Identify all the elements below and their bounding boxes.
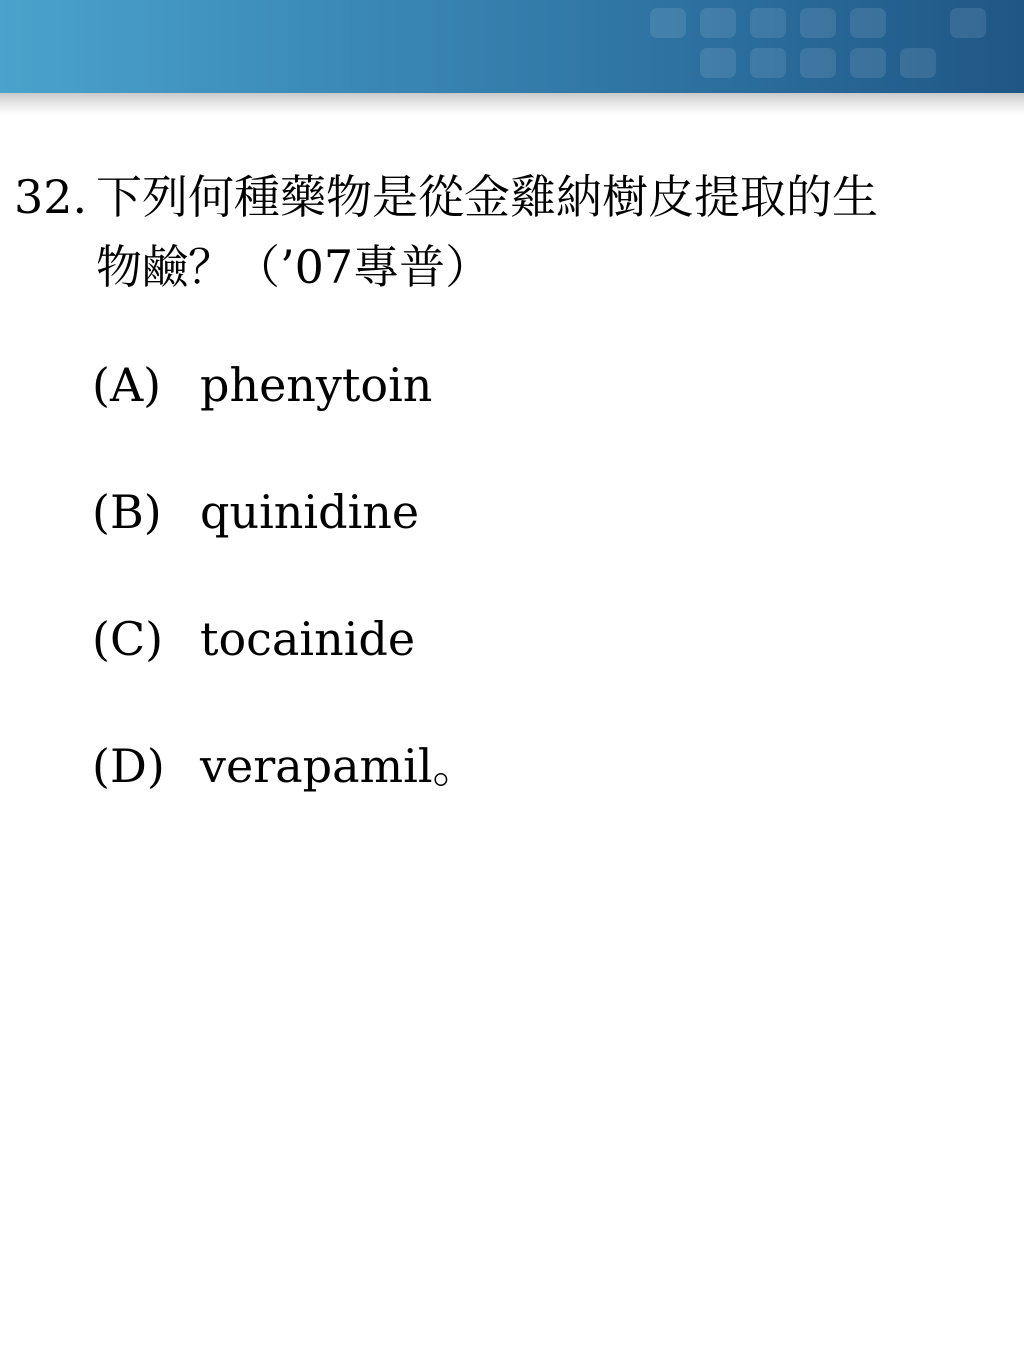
option-letter: (B) [92, 485, 162, 539]
question [14, 162, 1004, 302]
option-text: phenytoin [200, 358, 433, 412]
option-letter: (D) [92, 739, 165, 793]
question-number: 32. [14, 170, 88, 224]
option-letter: (C) [92, 612, 164, 666]
question-text-line-1: 下列何種藥物是從金雞納樹皮提取的生 [96, 170, 878, 224]
header-decoration [0, 0, 1024, 93]
question-text-line-2: 物鹼？（’07專普） [96, 240, 492, 294]
header-band [0, 0, 1024, 93]
option-letter: (A) [92, 358, 162, 412]
answer-options [92, 350, 479, 858]
question-line-1 [14, 162, 1004, 232]
header-shadow [0, 93, 1024, 115]
option-c [92, 604, 479, 731]
option-a [92, 350, 479, 477]
option-b [92, 477, 479, 604]
option-d [92, 731, 479, 858]
option-text: tocainide [200, 612, 416, 666]
option-text: quinidine [200, 485, 420, 539]
option-text: verapamil。 [200, 739, 479, 793]
